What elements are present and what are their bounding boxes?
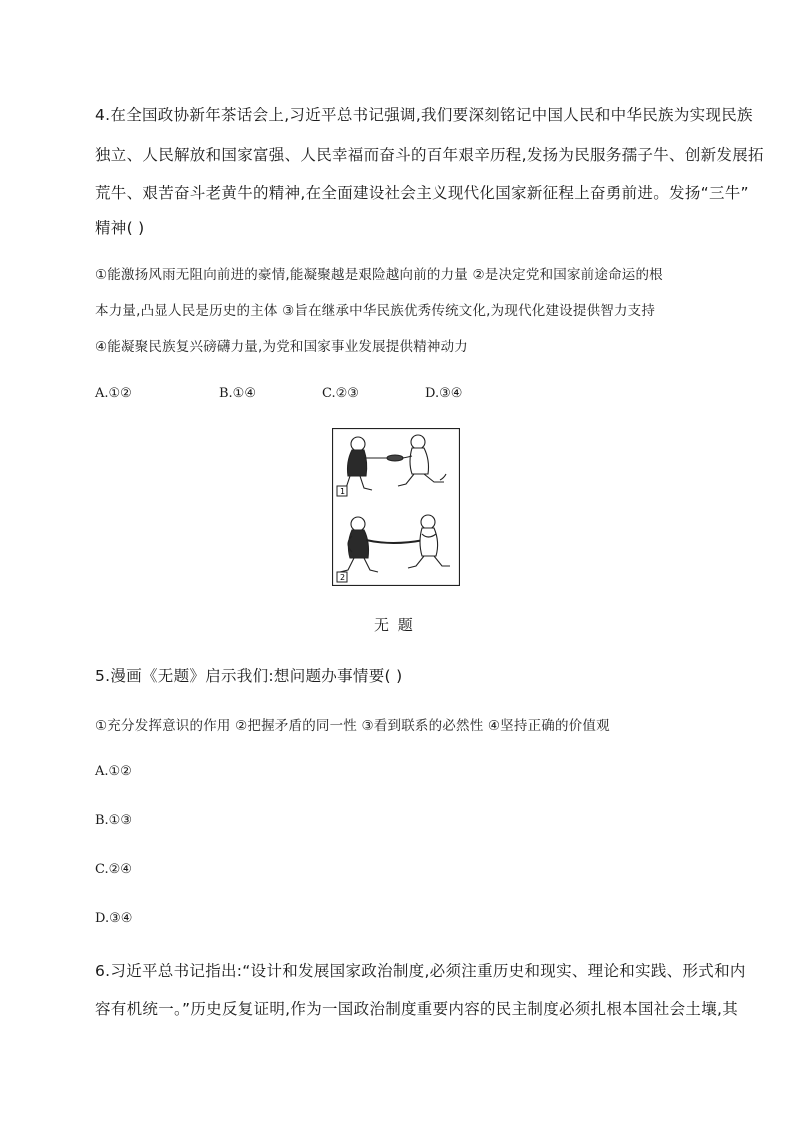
q4-stem-line-1: 4.在全国政协新年茶话会上,习近平总书记强调,我们要深刻铭记中国人民和中华民族为实现民族 xyxy=(95,106,753,124)
q5-option-c: C.②④ xyxy=(95,862,132,877)
cartoon-illustration xyxy=(332,428,460,586)
q5-stem: 5.漫画《无题》启示我们:想问题办事情要( ) xyxy=(95,667,403,685)
q4-stem-line-3: 荒牛、艰苦奋斗老黄牛的精神,在全面建设社会主义现代化国家新征程上奋勇前进。发扬“三牛” xyxy=(95,184,749,202)
cartoon-caption: 无 题 xyxy=(374,616,415,634)
q4-option-b: B.①④ xyxy=(219,386,256,401)
q4-statement-line-1: ①能激扬风雨无阻向前进的豪情,能凝聚越是艰险越向前的力量 ②是决定党和国家前途命运的根 xyxy=(95,267,663,283)
q4-option-d: D.③④ xyxy=(425,386,463,401)
q4-stem-line-4: 精神( ) xyxy=(95,219,145,237)
q4-statement-line-2: 本力量,凸显人民是历史的主体 ③旨在继承中华民族优秀传统文化,为现代化建设提供智力支持 xyxy=(95,303,656,319)
q6-stem-line-1: 6.习近平总书记指出:“设计和发展国家政治制度,必须注重历史和现实、理论和实践、形式和内 xyxy=(95,962,746,980)
q4-option-a: A.①② xyxy=(95,386,132,401)
q5-option-a: A.①② xyxy=(95,764,132,779)
q6-stem-line-2: 容有机统一。”历史反复证明,作为一国政治制度重要内容的民主制度必须扎根本国社会土壤,其 xyxy=(95,1000,739,1018)
q4-stem-line-2: 独立、人民解放和国家富强、人民幸福而奋斗的百年艰辛历程,发扬为民服务孺子牛、创新发展拓 xyxy=(95,146,764,164)
q5-option-b: B.①③ xyxy=(95,813,132,828)
q5-statements: ①充分发挥意识的作用 ②把握矛盾的同一性 ③看到联系的必然性 ④坚持正确的价值观 xyxy=(95,718,610,734)
q4-option-c: C.②③ xyxy=(322,386,359,401)
panel-2-label: 2 xyxy=(340,573,346,582)
panel-1-label: 1 xyxy=(340,487,346,496)
q4-statement-line-3: ④能凝聚民族复兴磅礴力量,为党和国家事业发展提供精神动力 xyxy=(95,339,468,355)
q5-option-d: D.③④ xyxy=(95,911,133,926)
